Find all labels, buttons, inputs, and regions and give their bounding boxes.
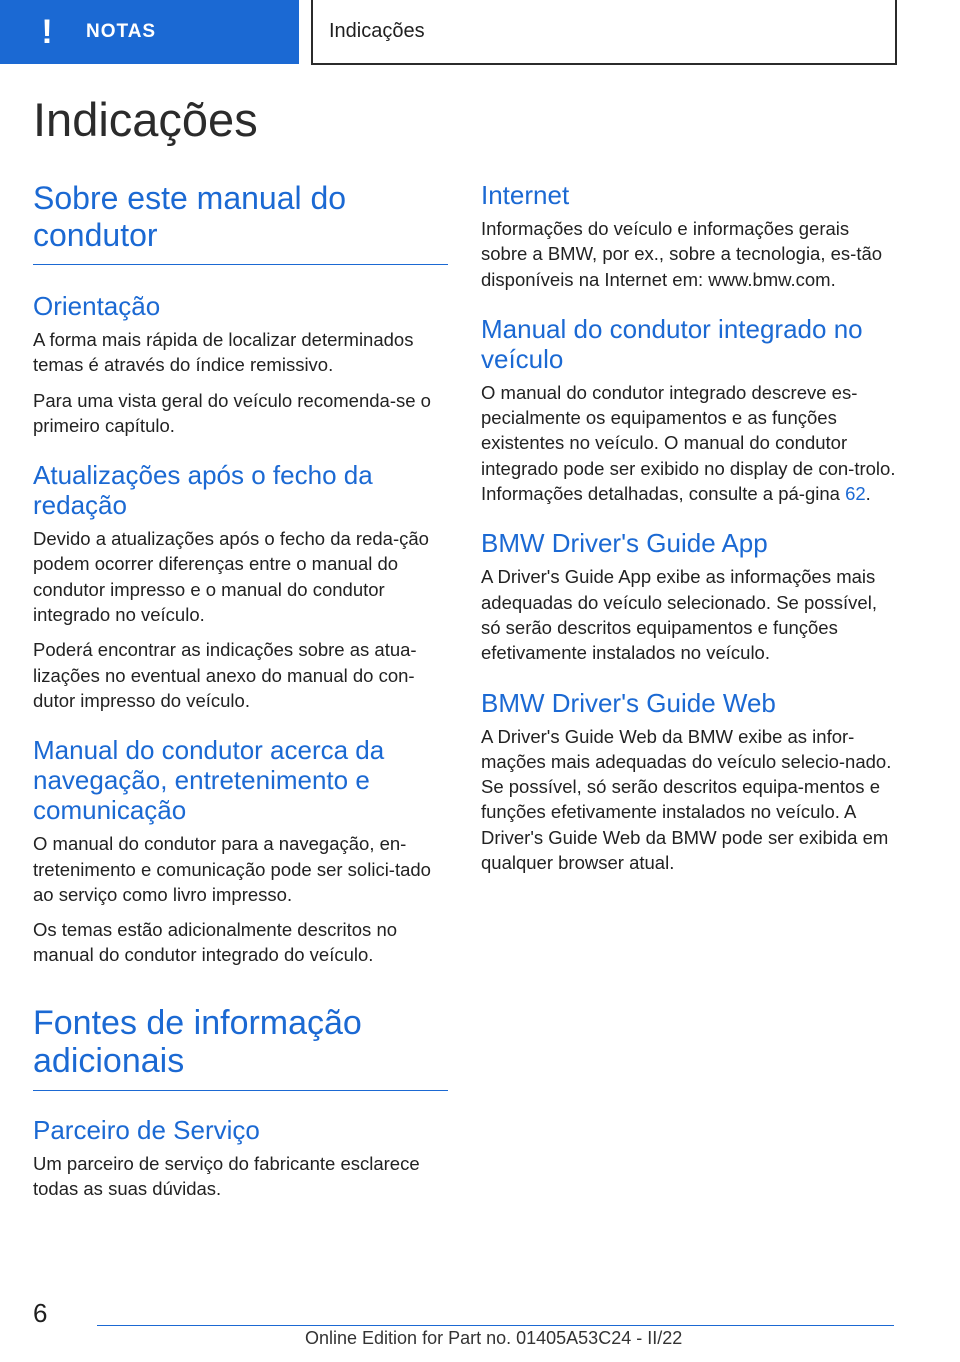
- section-label: Indicações: [329, 20, 425, 42]
- footer-divider: [97, 1325, 894, 1326]
- tab-notas-label: NOTAS: [86, 21, 157, 42]
- page-title: Indicações: [33, 93, 258, 146]
- heading-drivers-guide-web: BMW Driver's Guide Web: [481, 687, 776, 718]
- paragraph: [481, 380, 896, 506]
- paragraph: A Driver's Guide Web da BMW exibe as infor-mações mais adequadas do veículo selecio-nado. Se possível, só serão descritos equipa-mentos e funções efetivamente instalados no veículo. A Driver's Guide Web da BMW pode ser exibida em qualquer browser atual.: [481, 725, 892, 874]
- heading-drivers-guide-app: BMW Driver's Guide App: [481, 528, 768, 559]
- heading-parceiro-servico: Parceiro de Serviço: [33, 1114, 260, 1145]
- left-column: [33, 180, 448, 1211]
- exclamation-icon: !: [41, 12, 53, 51]
- heading-internet: Internet: [481, 180, 570, 210]
- heading-orientacao: Orientação: [33, 291, 161, 321]
- tab-notas[interactable]: [0, 0, 299, 64]
- paragraph: Para uma vista geral do veículo recomenda-se o primeiro capítulo.: [33, 389, 431, 436]
- paragraph: Um parceiro de serviço do fabricante esclarece todas as suas dúvidas.: [33, 1152, 420, 1200]
- paragraph: A Driver's Guide App exibe as informações mais adequadas do veículo selecionado. Se possível, só serão descritos equipamentos e funções efetivamente instalados no veículo.: [481, 566, 877, 664]
- heading-manual-navegacao: Manual do condutor acerca da navegação, entretenimento e comunicação: [33, 735, 385, 826]
- heading-manual-integrado: Manual do condutor integrado no veículo: [481, 313, 863, 374]
- header-tabbar: [0, 0, 960, 66]
- paragraph-end: .: [865, 483, 871, 505]
- right-column: [481, 180, 896, 885]
- paragraph-text: O manual do condutor integrado descreve es-pecialmente os equipamentos e as funções existentes no veículo. O manual do condutor integrado pode ser exibido no display de con-trolo. Informações detalhadas, consulte a pá-gina: [481, 381, 896, 505]
- paragraph: Os temas estão adicionalmente descritos no manual do condutor integrado do veículo.: [33, 919, 398, 966]
- tab-section-indicacoes: [311, 0, 897, 65]
- paragraph: Poderá encontrar as indicações sobre as atua-lizações no eventual anexo do manual do con-dutor impresso do veículo.: [33, 639, 417, 711]
- paragraph: Devido a atualizações após o fecho da reda-ção podem ocorrer diferenças entre o manual do condutor impresso e o manual do condutor integrado no veículo.: [33, 528, 429, 626]
- section-title-sobre-manual: Sobre este manual do condutor: [33, 180, 448, 265]
- paragraph: Informações do veículo e informações gerais sobre a BMW, por ex., sobre a tecnologia, es-tão disponíveis na Internet em: www.bmw.com.: [481, 218, 883, 290]
- paragraph: O manual do condutor para a navegação, en-tretenimento e comunicação pode ser solici-tado ao serviço como livro impresso.: [33, 833, 431, 905]
- section-title-fontes: Fontes de informação adicionais: [33, 1004, 448, 1091]
- paragraph: A forma mais rápida de localizar determinados temas é através do índice remissivo.: [33, 329, 414, 376]
- page-number: 6: [33, 1298, 48, 1328]
- page-reference-link[interactable]: 62: [845, 483, 866, 505]
- edition-footer: Online Edition for Part no. 01405A53C24 - II/22: [305, 1328, 683, 1348]
- heading-atualizacoes: Atualizações após o fecho da redação: [33, 460, 373, 521]
